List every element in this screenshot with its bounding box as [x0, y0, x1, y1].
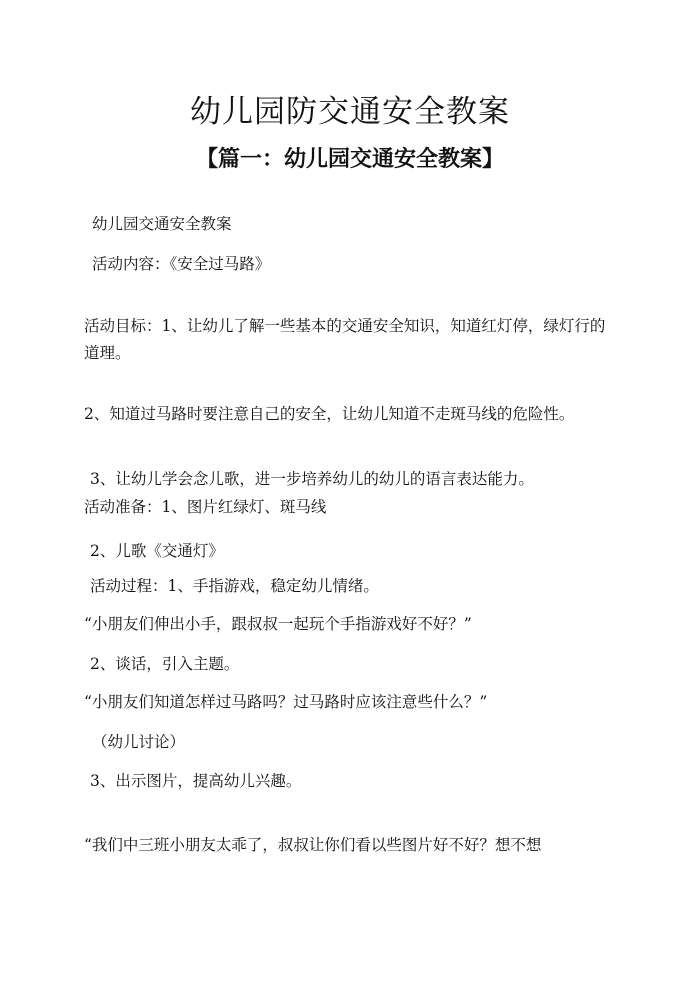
activity-goal-1: 活动目标：1、让幼儿了解一些基本的交通安全知识，知道红灯停，绿灯行的道理。 [84, 317, 606, 362]
document-subtitle: 【篇一：幼儿园交通安全教案】 [195, 146, 504, 172]
activity-goal-3: 3、让幼儿学会念儿歌，进一步培养幼儿的幼儿的语言表达能力。 [90, 470, 534, 488]
section-heading: 幼儿园交通安全教案 [92, 215, 232, 233]
quote-1: “小朋友们伸出小手，跟叔叔一起玩个手指游戏好不好？” [84, 615, 472, 633]
activity-content: 活动内容：《安全过马路》 [92, 255, 271, 273]
activity-process-3: 3、出示图片，提高幼儿兴趣。 [90, 772, 302, 790]
activity-process-1: 活动过程：1、手指游戏，稳定幼儿情绪。 [90, 577, 379, 595]
activity-prep-2: 2、儿歌《交通灯》 [90, 542, 224, 560]
activity-process-2: 2、谈话，引入主题。 [90, 655, 240, 673]
document-title: 幼儿园防交通安全教案 [190, 94, 510, 130]
activity-prep-1: 活动准备：1、图片红绿灯、斑马线 [84, 498, 327, 516]
child-discussion: （幼儿讨论） [92, 733, 186, 751]
activity-goal-2: 2、知道过马路时要注意自己的安全，让幼儿知道不走斑马线的危险性。 [84, 405, 575, 423]
quote-3: “我们中三班小朋友太乖了，叔叔让你们看以些图片好不好？想不想 [84, 836, 542, 854]
quote-2: “小朋友们知道怎样过马路吗？过马路时应该注意些什么？” [84, 693, 488, 711]
